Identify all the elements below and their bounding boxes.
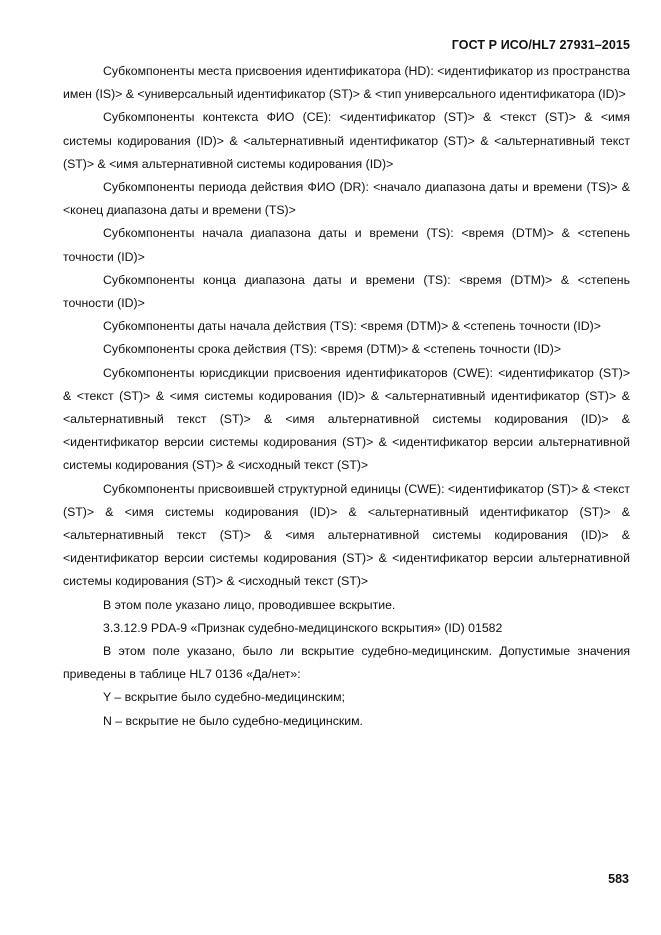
paragraph-cwe-assigning-unit: Субкомпоненты присвоившей структурной единицы (CWE): <идентификатор (ST)> & <текст (ST)> & <имя системы кодирования (ID)> & <альтернативный идентификатор (ST)> & <альтернативный текст (ST)> & <имя альтернативной системы кодирования (ID)> & <идентификатор версии системы кодирования (ST)> & <идентификатор версии альтернативной системы кодирования (ST)> & <исходный текст (ST)> [63, 481, 631, 589]
paragraph-ts-range-end: Субкомпоненты конца диапазона даты и времени (TS): <время (DTM)> & <степень точности (ID)> [63, 272, 630, 311]
paragraph-ts-expiration: Субкомпоненты срока действия (TS): <время (DTM)> & <степень точности (ID)> [103, 342, 562, 357]
paragraph-field-description: В этом поле указано лицо, проводившее вскрытие. [103, 597, 396, 612]
list-item: N – вскрытие не было судебно-медицинским. [103, 713, 363, 728]
page-number: 583 [608, 872, 629, 886]
paragraph-ts-effective-date: Субкомпоненты даты начала действия (TS): <время (DTM)> & <степень точности (ID)> [103, 319, 601, 334]
document-body [63, 60, 630, 733]
document-header: ГОСТ Р ИСО/HL7 27931–2015 [451, 38, 630, 52]
paragraph-hd-subcomponents: Субкомпоненты места присвоения идентификатора (HD): <идентификатор из пространства имен (IS)> & <универсальный идентификатор (ST)> & <тип универсального идентификатора (ID)> [63, 64, 630, 102]
paragraph-cwe-jurisdiction: Субкомпоненты юрисдикции присвоения идентификаторов (CWE): <идентификатор (ST)> & <текст (ST)> & <имя системы кодирования (ID)> & <альтернативный идентификатор (ST)> & <альтернативный текст (ST)> & <имя альтернативной системы кодирования (ID)> & <идентификатор версии системы кодирования (ST)> & <идентификатор версии альтернативной системы кодирования (ST)> & <исходный текст (ST)> [63, 365, 630, 473]
section-heading: 3.3.12.9 PDA-9 «Признак судебно-медицинского вскрытия» (ID) 01582 [103, 620, 503, 635]
paragraph-ts-range-start: Субкомпоненты начала диапазона даты и времени (TS): <время (DTM)> & <степень точности (ID)> [63, 226, 630, 264]
paragraph-forensic-description: В этом поле указано, было ли вскрытие судебно-медицинским. Допустимые значения приведены в таблице HL7 0136 «Да/нет»: [63, 644, 630, 682]
list-item: Y – вскрытие было судебно-медицинским; [103, 690, 346, 705]
paragraph-ce-subcomponents: Субкомпоненты контекста ФИО (CE): <идентификатор (ST)> & <текст (ST)> & <имя системы кодирования (ID)> & <альтернативный идентификатор (ST)> & <альтернативный текст (ST)> & <имя альтернативной системы кодирования (ID)> [63, 110, 630, 171]
paragraph-dr-subcomponents: Субкомпоненты периода действия ФИО (DR): <начало диапазона даты и времени (TS)> & <конец диапазона даты и времени (TS)> [63, 180, 630, 218]
